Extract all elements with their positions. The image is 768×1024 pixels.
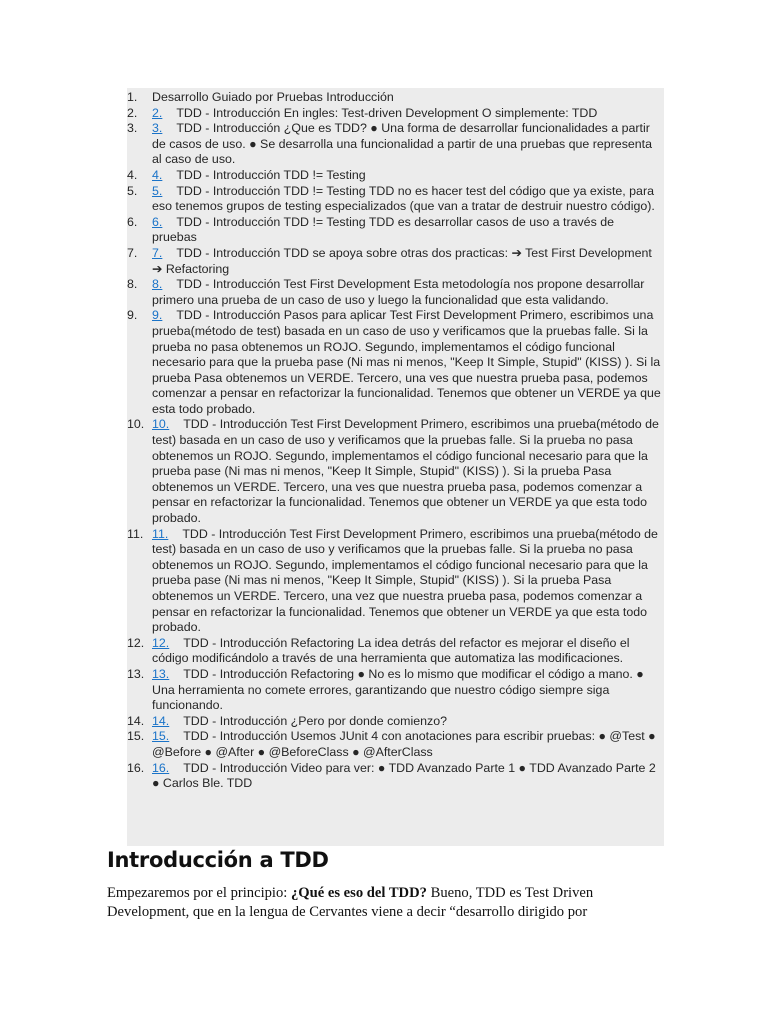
item-number: 7. bbox=[127, 245, 138, 260]
list-item bbox=[127, 636, 664, 667]
item-text: TDD - Introducción Usemos JUnit 4 con anotaciones para escribir pruebas: ● @Test ● @Before ● @After ● @BeforeClass ● @AfterClass bbox=[152, 729, 656, 759]
item-number: 11. bbox=[127, 526, 144, 541]
slide-link-15[interactable]: 15. bbox=[152, 729, 170, 744]
list-item bbox=[127, 215, 664, 246]
intro-paragraph bbox=[107, 884, 667, 921]
item-number: 8. bbox=[127, 277, 138, 292]
slide-link-4[interactable]: 4. bbox=[152, 167, 163, 182]
item-text: TDD - Introducción Refactoring ● No es lo mismo que modificar el código a mano. ● Una herramienta no comete errores, garantizando que nuestro código siempre siga funcionando. bbox=[152, 666, 644, 713]
list-item bbox=[127, 168, 664, 184]
list-item bbox=[127, 121, 664, 168]
item-number: 14. bbox=[127, 713, 145, 728]
item-text: TDD - Introducción TDD != Testing TDD es desarrollar casos de uso a través de pruebas bbox=[152, 214, 614, 245]
para-rest: Bueno, TDD es Test Driven Development, que en la lengua de Cervantes viene a decir “desarrollo dirigido por bbox=[107, 885, 594, 920]
list-item bbox=[127, 729, 664, 760]
item-text: TDD - Introducción Video para ver: ● TDD Avanzado Parte 1 ● TDD Avanzado Parte 2 ● Carlos Ble. TDD bbox=[152, 760, 656, 791]
slide-link-14[interactable]: 14. bbox=[152, 713, 170, 728]
slide-link-9[interactable]: 9. bbox=[152, 308, 163, 323]
item-text: TDD - Introducción ¿Que es TDD? ● Una forma de desarrollar funcionalidades a partir de casos de uso. ● Se desarrolla una funcionalidad a partir de una pruebas que representa al caso de uso. bbox=[152, 121, 652, 167]
list-item bbox=[127, 246, 664, 277]
item-text: TDD - Introducción Test First Development Primero, escribimos una prueba(método de test) basada en un caso de uso y verificamos que la pruebas falle. Si la prueba no pasa obtenemos un ROJO. Segundo, implementamos el código funcional necesario para que la prueba pase (Ni mas ni menos, "Keep It Simple, Stupid" (KISS) ). Si la prueba Pasa obtenemos un VERDE. Tercero, una vez que nuestra prueba pasa, podemos comenzar a pensar en refactorizar la funcionalidad. Tenemos que obtener un VERDE ya que esta todo probado. bbox=[152, 526, 658, 635]
slide-link-12[interactable]: 12. bbox=[152, 635, 170, 650]
list-item bbox=[127, 308, 664, 417]
slide-transcript-panel bbox=[127, 88, 664, 846]
transcript-list bbox=[127, 88, 664, 792]
list-item bbox=[127, 106, 664, 122]
slide-link-5[interactable]: 5. bbox=[152, 183, 163, 198]
item-text: Desarrollo Guiado por Pruebas Introducción bbox=[152, 90, 394, 104]
item-text: TDD - Introducción En ingles: Test-driven Development O simplemente: TDD bbox=[176, 105, 598, 120]
item-text: TDD - Introducción Pasos para aplicar Test First Development Primero, escribimos una prueba(método de test) basada en un caso de uso y verificamos que la pruebas falle. Si la prueba no pasa obtenemos un ROJO. Segundo, implementamos el código funcional necesario para que la prueba pase (Ni mas ni menos, "Keep It Simple, Stupid" (KISS) ). Si la prueba Pasa obtenemos un VERDE. Tercero, una ves que nuestra prueba pasa, podemos comenzar a pensar en refactorizar la funcionalidad. Tenemos que obtener un VERDE ya que esta todo probado. bbox=[152, 308, 661, 416]
list-item bbox=[127, 761, 664, 792]
item-number: 4. bbox=[127, 167, 138, 182]
item-number: 2. bbox=[127, 105, 138, 120]
list-item bbox=[127, 184, 664, 215]
item-number: 16. bbox=[127, 760, 145, 775]
section-heading: Introducción a TDD bbox=[107, 848, 329, 872]
item-text: TDD - Introducción Test First Development Esta metodología nos propone desarrollar primero una prueba de un caso de uso y luego la funcionalidad que esta validando. bbox=[152, 277, 645, 307]
list-item bbox=[127, 417, 664, 526]
item-number: 12. bbox=[127, 635, 145, 650]
item-text: TDD - Introducción ¿Pero por donde comienzo? bbox=[183, 713, 448, 728]
slide-link-3[interactable]: 3. bbox=[152, 121, 163, 136]
para-lead: Empezaremos por el principio: bbox=[107, 885, 291, 901]
list-item bbox=[127, 277, 664, 308]
slide-link-8[interactable]: 8. bbox=[152, 277, 163, 292]
item-number: 15. bbox=[127, 729, 145, 744]
slide-link-11[interactable]: 11. bbox=[152, 526, 169, 541]
item-number: 9. bbox=[127, 308, 138, 323]
item-text: TDD - Introducción Test First Development Primero, escribimos una prueba(método de test) basada en un caso de uso y verificamos que la pruebas falle. Si la prueba no pasa obtenemos un ROJO. Segundo, implementamos el código funcional necesario para que la prueba pase (Ni mas ni menos, "Keep It Simple, Stupid" (KISS) ). Si la prueba Pasa obtenemos un VERDE. Tercero, una ves que nuestra prueba pasa, podemos comenzar a pensar en refactorizar la funcionalidad. Tenemos que obtener un VERDE ya que esta todo probado. bbox=[152, 417, 659, 526]
list-item bbox=[127, 714, 664, 730]
item-number: 13. bbox=[127, 666, 145, 681]
slide-link-16[interactable]: 16. bbox=[152, 760, 170, 775]
item-number: 10. bbox=[127, 417, 145, 432]
item-text: TDD - Introducción TDD != Testing TDD no es hacer test del código que ya existe, para eso tenemos grupos de testing especializados (que van a tratar de destruir nuestro código). bbox=[152, 183, 655, 214]
list-item bbox=[127, 90, 664, 106]
slide-link-13[interactable]: 13. bbox=[152, 666, 170, 681]
list-item bbox=[127, 527, 664, 636]
item-text: TDD - Introducción Refactoring La idea detrás del refactor es mejorar el diseño el código modificándolo a través de una herramienta que automatiza las modificaciones. bbox=[152, 635, 630, 666]
slide-link-10[interactable]: 10. bbox=[152, 417, 170, 432]
item-number: 5. bbox=[127, 183, 138, 198]
list-item bbox=[127, 667, 664, 714]
slide-link-7[interactable]: 7. bbox=[152, 245, 163, 260]
item-text: TDD - Introducción TDD se apoya sobre otras dos practicas: ➔ Test First Development ➔ Refactoring bbox=[152, 245, 652, 276]
item-number: 3. bbox=[127, 121, 138, 136]
para-bold-question: ¿Qué es eso del TDD? bbox=[290, 885, 427, 901]
slide-link-6[interactable]: 6. bbox=[152, 214, 163, 229]
item-number: 1. bbox=[127, 90, 138, 104]
item-number: 6. bbox=[127, 214, 138, 229]
slide-link-2[interactable]: 2. bbox=[152, 105, 163, 120]
item-text: TDD - Introducción TDD != Testing bbox=[176, 167, 366, 182]
